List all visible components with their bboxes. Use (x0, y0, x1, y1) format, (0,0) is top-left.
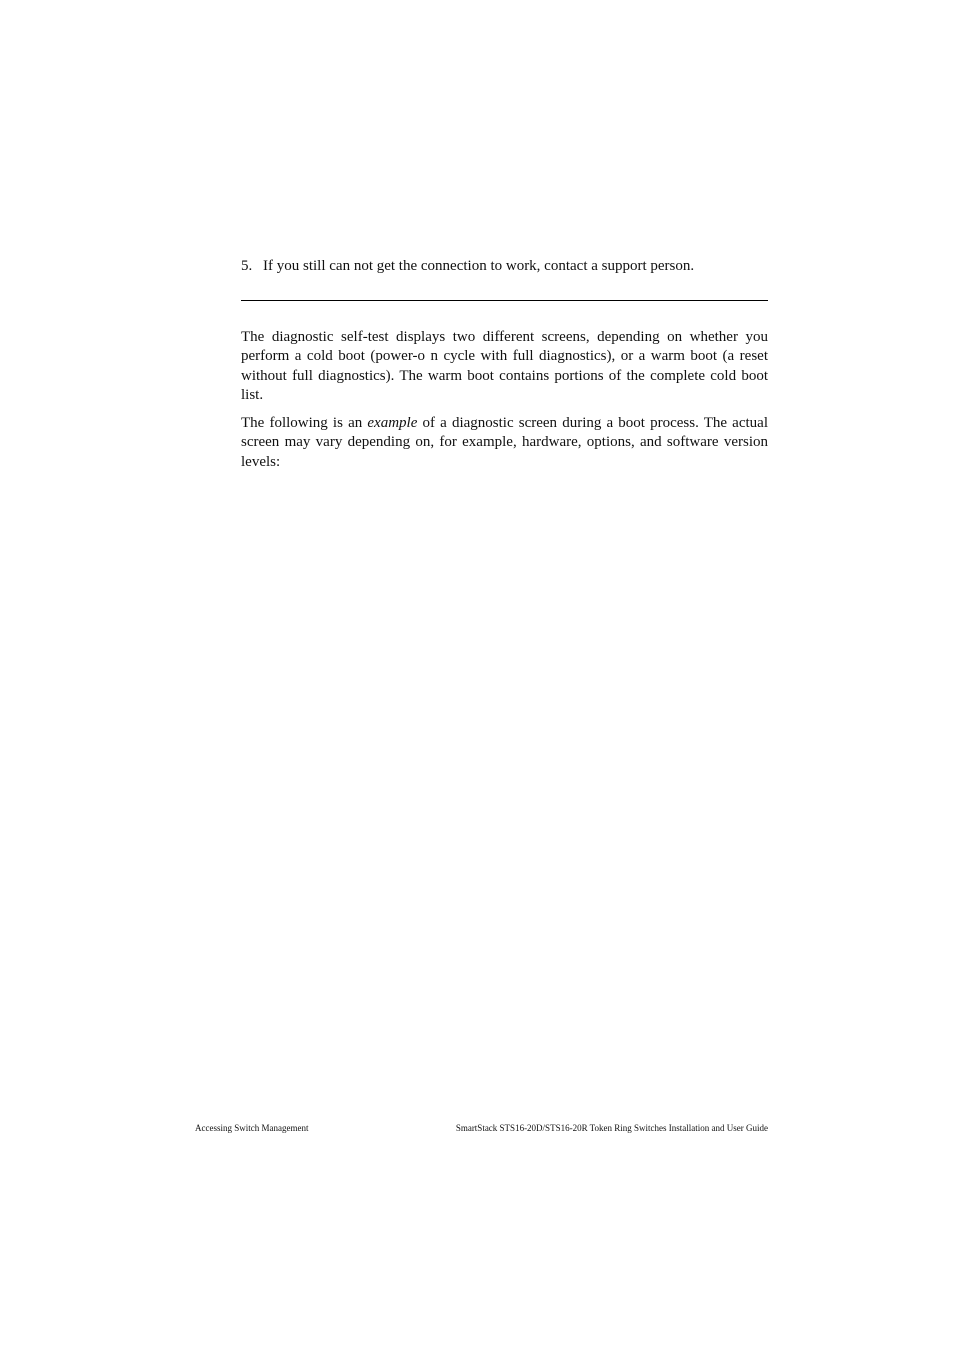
step-number: 5. (241, 258, 253, 274)
emphasis-example: example (367, 415, 418, 431)
section-divider (241, 300, 768, 301)
paragraph-text-end: of a diagnostic screen during a boot process. The actual screen may vary depending on, for example, hardware, options, and software version levels: (241, 415, 768, 470)
numbered-step (241, 257, 771, 276)
paragraph-text-start: The following is an (241, 415, 368, 431)
footer-book-title: SmartStack STS16-20D/STS16-20R Token Ring Switches Installation and User Guide (455, 1123, 768, 1133)
footer-section-title: Accessing Switch Management (195, 1123, 309, 1133)
paragraph-example-screen (241, 414, 768, 472)
paragraph-diagnostic-screens: The diagnostic self-test displays two different screens, depending on whether you perform a cold boot (power-o n cycle with full diagnostics), or a warm boot (a reset without full diagnostics). The warm boot contains portions of the complete cold boot list. (241, 329, 768, 403)
step-text: If you still can not get the connection to work, contact a support person. (263, 258, 695, 274)
